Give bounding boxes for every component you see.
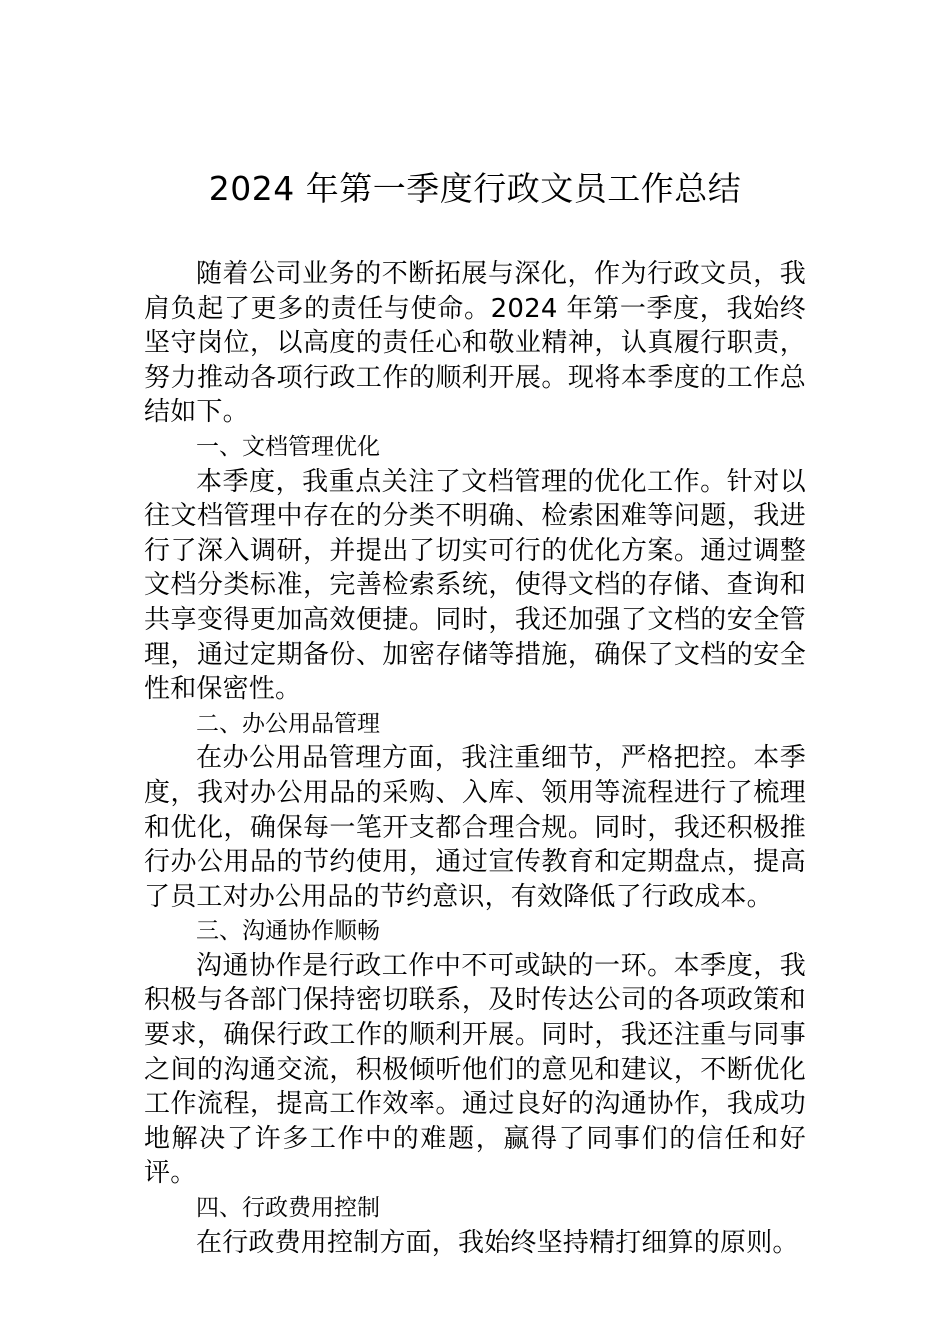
section-heading-cost-control: 四、行政费用控制 [196, 1195, 380, 1222]
section-heading-communication: 三、沟通协作顺畅 [196, 918, 380, 945]
section-body-office-supplies: 在办公用品管理方面，我注重细节，严格把控。本季度，我对办公用品的采购、入库、领用等流程进行了梳理和优化，确保每一笔开支都合理合规。同时，我还积极推行办公用品的节约使用，通过宣传教育和定期盘点，提高了员工对办公用品的节约意识，有效降低了行政成本。 [144, 743, 806, 912]
section-heading-office-supplies: 二、办公用品管理 [196, 710, 380, 737]
document-body [144, 257, 806, 1260]
document-title: 2024 年第一季度行政文员工作总结 [208, 169, 742, 208]
section-body-cost-control: 在行政费用控制方面，我始终坚持精打细算的原则。 [196, 1227, 799, 1258]
section-body-communication: 沟通协作是行政工作中不可或缺的一环。本季度，我积极与各部门保持密切联系，及时传达公司的各项政策和要求，确保行政工作的顺利开展。同时，我还注重与同事之间的沟通交流，积极倾听他们的意见和建议，不断优化工作流程，提高工作效率。通过良好的沟通协作，我成功地解决了许多工作中的难题，赢得了同事们的信任和好评。 [144, 950, 806, 1189]
section-body-document-management: 本季度，我重点关注了文档管理的优化工作。针对以往文档管理中存在的分类不明确、检索困难等问题，我进行了深入调研，并提出了切实可行的优化方案。通过调整文档分类标准，完善检索系统，使得文档的存储、查询和共享变得更加高效便捷。同时，我还加强了文档的安全管理，通过定期备份、加密存储等措施，确保了文档的安全性和保密性。 [144, 466, 806, 705]
section-heading-document-management: 一、文档管理优化 [196, 433, 380, 460]
intro-paragraph: 随着公司业务的不断拓展与深化，作为行政文员，我肩负起了更多的责任与使命。2024 年第一季度，我始终坚守岗位，以高度的责任心和敬业精神，认真履行职责，努力推动各项行政工作的顺利开展。现将本季度的工作总结如下。 [144, 259, 806, 428]
